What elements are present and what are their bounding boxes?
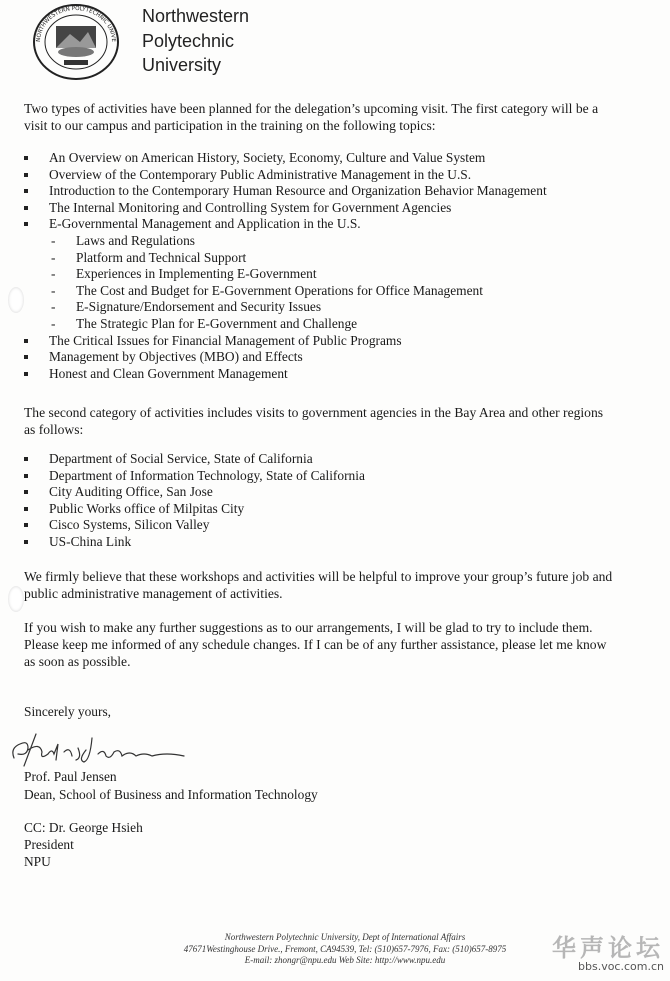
second-line: The second category of activities includes visits to government agencies in the Bay Area and other regions (24, 405, 604, 420)
bullet-icon (24, 490, 28, 494)
bullet-icon (24, 339, 28, 343)
bullet-icon (24, 189, 28, 193)
bullet-icon (24, 523, 28, 527)
dash-icon: - (51, 232, 56, 248)
dash-icon: - (51, 315, 56, 331)
intro-line: visit to our campus and participation in the training on the following topics: (24, 117, 436, 133)
letterhead-footer (140, 932, 550, 967)
cc-line: President (24, 836, 74, 852)
bullet-icon (24, 206, 28, 210)
belief-paragraph (24, 569, 670, 603)
cc-line: CC: Dr. George Hsieh (24, 820, 143, 835)
dash-icon: - (51, 299, 56, 315)
dash-icon: - (51, 249, 56, 265)
cc-line: NPU (24, 853, 51, 869)
bullet-icon (24, 173, 28, 177)
seal-text: NORTHWESTERN POLYTECHNIC UNIVE (35, 5, 117, 43)
forum-watermark (552, 928, 664, 973)
handwritten-signature (6, 730, 196, 772)
bullet-icon (24, 372, 28, 376)
bullet-icon (24, 156, 28, 160)
bullet-icon (24, 457, 28, 461)
bullet-icon (24, 507, 28, 511)
university-seal-logo (30, 2, 122, 82)
signer-title: Dean, School of Business and Information Technology (24, 787, 318, 802)
second-category-paragraph (24, 405, 670, 439)
intro-line: Two types of activities have been planned for the delegation’s upcoming visit. The first category will be a (24, 101, 599, 116)
dash-icon: - (51, 282, 56, 298)
intro-paragraph (24, 101, 670, 135)
wish-line: If you wish to make any further suggestions as to our arrangements, I will be glad to try to include them. (24, 620, 593, 635)
university-name-line3: University (142, 55, 222, 75)
footer-line: E-mail: zhongr@npu.edu Web Site: http://www.npu.edu (244, 955, 446, 965)
cc-block (24, 820, 143, 870)
dash-icon: - (51, 266, 56, 282)
punch-hole (8, 586, 24, 612)
wish-line: as soon as possible. (24, 653, 131, 669)
signature-text: Paul S. J. Jensen (6, 730, 13, 731)
belief-line: We firmly believe that these workshops and activities will be helpful to improve your group’s future job and (24, 569, 613, 584)
bullet-icon (24, 540, 28, 544)
wish-paragraph (24, 620, 670, 670)
university-name-line1: Northwestern (142, 6, 250, 26)
signer-name: Prof. Paul Jensen (24, 769, 117, 784)
watermark-url: bbs.voc.com.cn (578, 960, 664, 973)
bullet-icon (24, 474, 28, 478)
university-name-line2: Polytechnic (142, 30, 235, 51)
bullet-icon (24, 355, 28, 359)
university-name (142, 4, 249, 78)
punch-hole (8, 287, 24, 313)
footer-line: 47671Westinghouse Drive., Fremont, CA94539, Tel: (510)657-7976, Fax: (510)657-8975 (183, 943, 507, 954)
watermark-logo-text: 华声论坛 (552, 934, 664, 962)
wish-line: Please keep me informed of any schedule changes. If I can be of any further assistance, please let me know (24, 636, 607, 652)
bullet-icon (24, 222, 28, 226)
belief-line: public administrative management of activities. (24, 585, 283, 601)
second-line: as follows: (24, 421, 84, 437)
footer-line: Northwestern Polytechnic University, Dept of International Affairs (224, 932, 466, 942)
salutation: Sincerely yours, (24, 704, 112, 719)
letter-page: NORTHWESTERN POLYTECHNIC UNIVE Northwestern Polytechnic University Two types of activities have been planned for the delegation’s upcoming visit. The first category will be a visit to our campus and participation in the training on the following topics: An Overview on American History, Society, Economy, Culture and Value System Overview of the Contemporary Public Administrative Management in the U.S. Introduction to the Contemporary Human Resource and Organization Behavior Management The Internal Monitoring and Controlling System for Government Agencies E-Governmental Management and Application in the U.S. - Laws and Regulations - Platform and Technical Support - Experiences in Implementing E-Government - The Cost and Budget for E-Government Operations for Office Management - E-Signature/Endorsement and Security Issues - The Strategic Plan for E-Government and Challenge The Critical Issues for Financial Management of Public Programs Management by Objectives (MBO) and Effects Honest and Clean Government Management The second category of activities includes visits to government agencies in the Bay Area and other regions as follows: Department of Social Service, State of California Department of Information Technology, State of California City Auditing Office, San Jose Public Works office of Milpitas City Cisco Systems, Silicon Valley US-China Link We firmly believe that these workshops and activities will be helpful to improve your group’s future job and public administrative management of activities. If you wish to make any further suggestions as to our arrangements, I will be glad to try to include them. Please keep me informed of any schedule changes. If I can be of any further assistance, please let me know as soon as possible. Sincerely yours, Paul S. J. Jensen Prof. Paul Jensen Dean, School of Business and Information Technology CC: Dr. George Hsieh President NPU Northwestern Polytechnic University, Dept of International Affairs 47671Westinghouse Drive., Fremont, CA94539, Tel: (510)657-7976, Fax: (510)657-8975 E-mail: zhongr@npu.edu Web Site: http://www.npu.edu 华声论坛 bbs.voc.com.cn (0, 0, 670, 981)
